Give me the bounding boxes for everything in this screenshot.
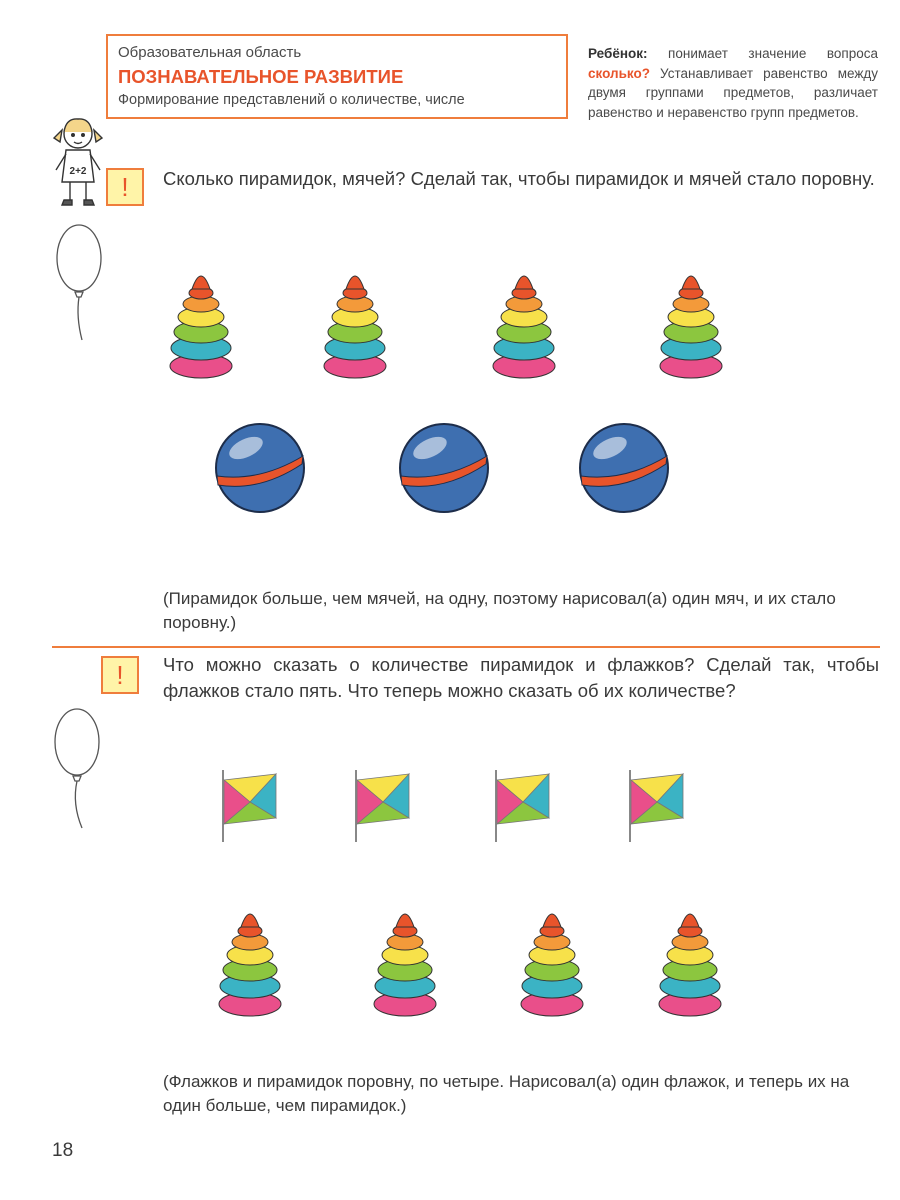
pyramid-row-1 bbox=[150, 258, 750, 388]
learning-goal bbox=[588, 44, 878, 122]
section-subtitle: Формирование представлений о количестве, числе bbox=[118, 92, 465, 108]
flag-icon bbox=[356, 770, 409, 842]
pyramid-icon bbox=[374, 914, 436, 1016]
flag-row bbox=[200, 760, 720, 846]
exercise2-question: Что можно сказать о количестве пирамидок и флажков? Сделай так, чтобы флажков стало пять. Что теперь можно сказать об их количестве? bbox=[163, 654, 879, 701]
ball-row bbox=[200, 416, 720, 526]
pyramid-row-2 bbox=[200, 896, 760, 1026]
pyramid-icon bbox=[521, 914, 583, 1016]
pyramid-icon bbox=[219, 914, 281, 1016]
exercise1-question: Сколько пирамидок, мячей? Сделай так, чтобы пирамидок и мячей стало поровну. bbox=[163, 168, 875, 189]
section-title: ПОЗНАВАТЕЛЬНОЕ РАЗВИТИЕ bbox=[118, 66, 404, 87]
section-header-box bbox=[106, 34, 568, 119]
pyramid-icon bbox=[170, 276, 232, 378]
flag-icon bbox=[630, 770, 683, 842]
exclamation-mark-1: ! bbox=[106, 168, 144, 206]
exercise2-answer: (Флажков и пирамидок поровну, по четыре. Нарисовал(а) один флажок, и теперь их на один больше, чем пирамидок.) bbox=[163, 1072, 850, 1115]
goal-text-1: понимает значение вопроса bbox=[647, 46, 878, 61]
exercise1-answer: (Пирамидок больше, чем мячей, на одну, поэтому нарисовал(а) один мяч, и их стало поровну.) bbox=[163, 589, 836, 632]
pyramid-icon bbox=[324, 276, 386, 378]
flag-icon bbox=[496, 770, 549, 842]
flag-icon bbox=[223, 770, 276, 842]
page-number: 18 bbox=[52, 1140, 74, 1161]
balloon-icon bbox=[50, 706, 104, 830]
ball-icon bbox=[216, 424, 304, 512]
goal-lead: Ребёнок: bbox=[588, 46, 648, 61]
ball-icon bbox=[580, 424, 668, 512]
pyramid-icon bbox=[659, 914, 721, 1016]
area-label: Образовательная область bbox=[118, 44, 302, 61]
girl-illustration bbox=[48, 112, 108, 210]
section-divider bbox=[52, 646, 880, 648]
pyramid-icon bbox=[660, 276, 722, 378]
goal-text-2: Устанавливает равенство между двумя группами предметов, различает равенство и неравенство групп предметов. bbox=[588, 65, 878, 120]
pyramid-icon bbox=[493, 276, 555, 378]
girl-badge: 2+2 bbox=[69, 166, 87, 177]
goal-highlight: сколько? bbox=[588, 65, 650, 81]
exclamation-mark-2: ! bbox=[101, 656, 139, 694]
balloon-icon bbox=[52, 222, 106, 342]
ball-icon bbox=[400, 424, 488, 512]
